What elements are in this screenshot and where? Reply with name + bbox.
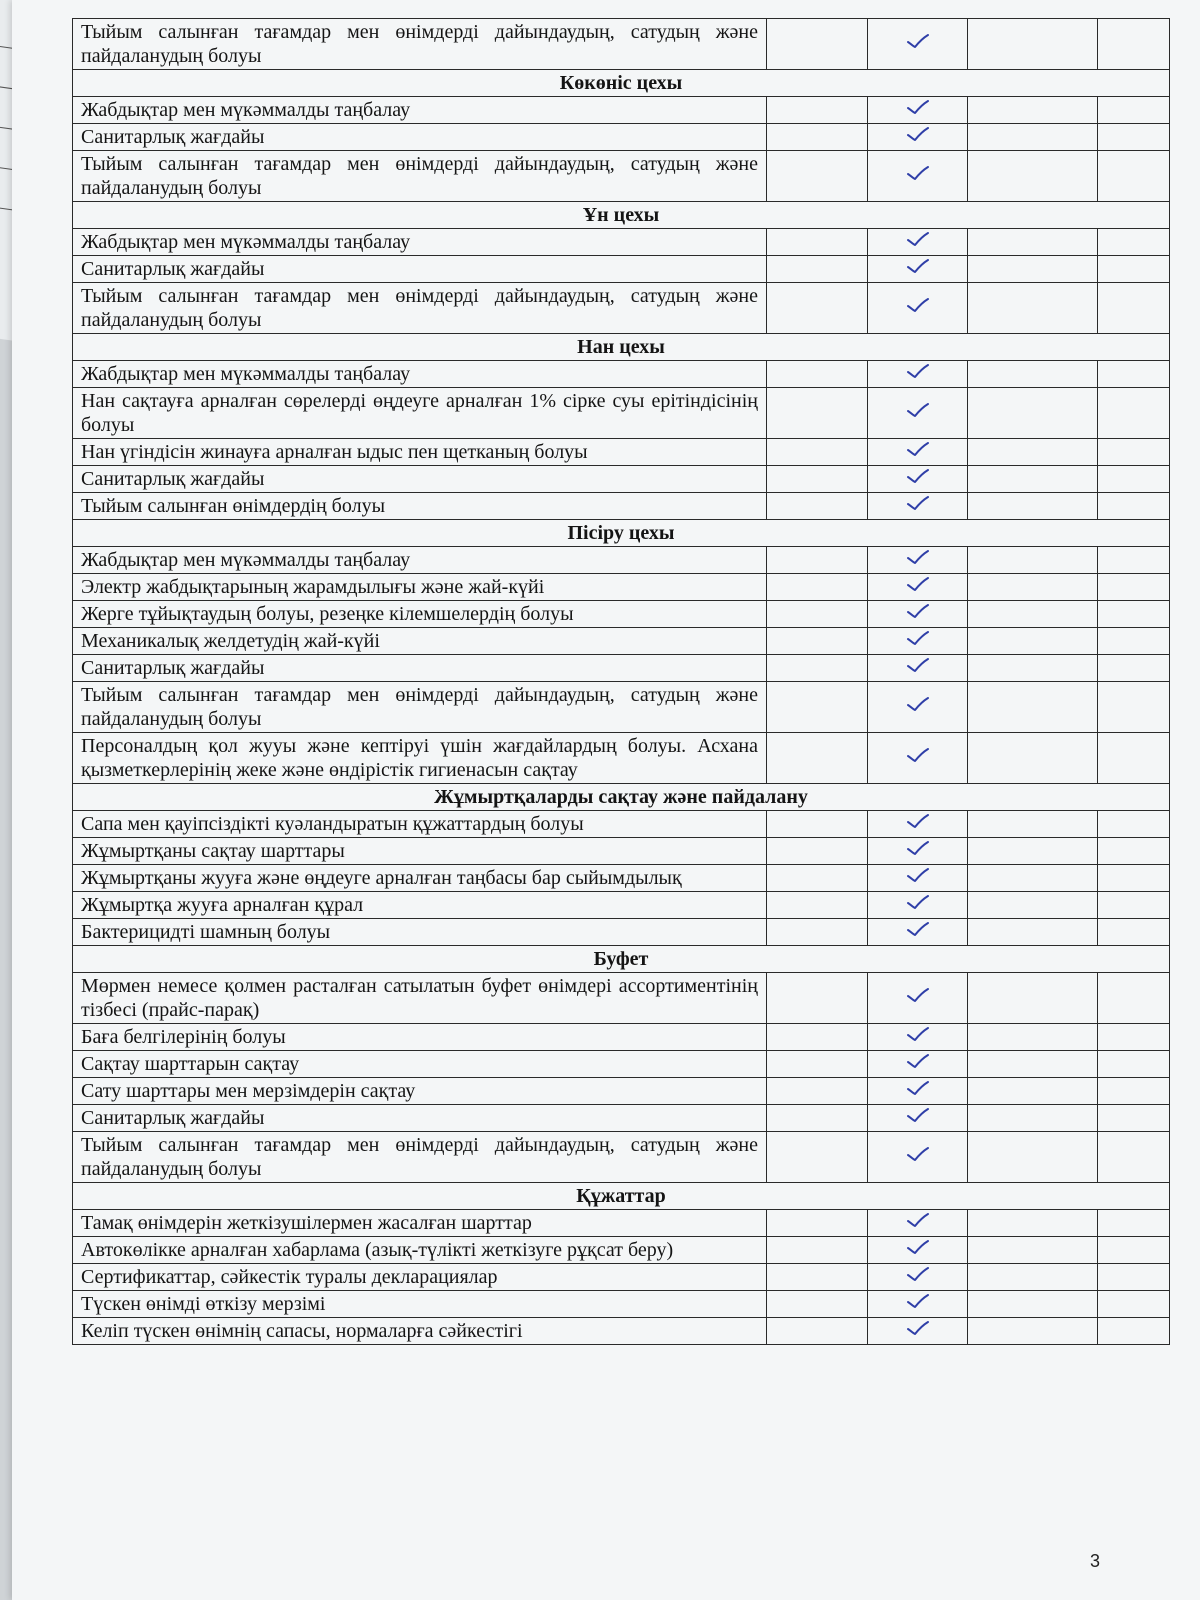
- check-cell-yes: [867, 1291, 968, 1318]
- check-cell-yes: [867, 1078, 968, 1105]
- check-cell-yes: [867, 388, 968, 439]
- table-row: [73, 439, 1170, 466]
- empty-cell: [1097, 919, 1169, 946]
- section-header-row: [73, 202, 1170, 229]
- check-cell-yes: [867, 574, 968, 601]
- empty-cell: [968, 1051, 1097, 1078]
- table-row: [73, 1237, 1170, 1264]
- check-cell-yes: [867, 1264, 968, 1291]
- check-cell-yes: [867, 892, 968, 919]
- empty-cell: [1097, 1105, 1169, 1132]
- empty-cell: [1097, 256, 1169, 283]
- criterion-text: Электр жабдықтарының жарамдылығы және жай-күйі: [73, 574, 767, 601]
- empty-cell: [1097, 574, 1169, 601]
- empty-cell: [767, 865, 868, 892]
- checkmark-icon: [906, 866, 930, 884]
- criterion-text: Санитарлық жағдайы: [73, 1105, 767, 1132]
- empty-cell: [767, 682, 868, 733]
- checklist-body: [73, 19, 1170, 1345]
- empty-cell: [767, 124, 868, 151]
- empty-cell: [968, 256, 1097, 283]
- empty-cell: [968, 493, 1097, 520]
- empty-cell: [767, 547, 868, 574]
- empty-cell: [1097, 1264, 1169, 1291]
- empty-cell: [1097, 466, 1169, 493]
- check-cell-yes: [867, 973, 968, 1024]
- empty-cell: [767, 439, 868, 466]
- checkmark-icon: [906, 695, 930, 713]
- empty-cell: [767, 151, 868, 202]
- empty-cell: [1097, 97, 1169, 124]
- checkmark-icon: [906, 1319, 930, 1337]
- empty-cell: [1097, 838, 1169, 865]
- empty-cell: [767, 466, 868, 493]
- empty-cell: [767, 1291, 868, 1318]
- criterion-text: Санитарлық жағдайы: [73, 466, 767, 493]
- empty-cell: [1097, 1024, 1169, 1051]
- criterion-text: Санитарлық жағдайы: [73, 655, 767, 682]
- section-title: Құжаттар: [73, 1183, 1170, 1210]
- check-cell-yes: [867, 655, 968, 682]
- empty-cell: [1097, 388, 1169, 439]
- checkmark-icon: [906, 602, 930, 620]
- table-row: [73, 1105, 1170, 1132]
- table-row: [73, 655, 1170, 682]
- empty-cell: [1097, 1051, 1169, 1078]
- checkmark-icon: [906, 494, 930, 512]
- empty-cell: [968, 655, 1097, 682]
- criterion-text: Жерге тұйықтаудың болуы, резеңке кілемшелердің болуы: [73, 601, 767, 628]
- empty-cell: [767, 892, 868, 919]
- checkmark-icon: [906, 257, 930, 275]
- table-row: [73, 1132, 1170, 1183]
- check-cell-yes: [867, 493, 968, 520]
- criterion-text: Сертификаттар, сәйкестік туралы декларациялар: [73, 1264, 767, 1291]
- check-cell-yes: [867, 283, 968, 334]
- table-row: [73, 892, 1170, 919]
- empty-cell: [968, 283, 1097, 334]
- document-page: [12, 0, 1200, 1600]
- check-cell-yes: [867, 97, 968, 124]
- criterion-text: Санитарлық жағдайы: [73, 256, 767, 283]
- table-row: [73, 388, 1170, 439]
- criterion-text: Тыйым салынған тағамдар мен өнімдерді дайындаудың, сатудың және пайдаланудың болуы: [73, 151, 767, 202]
- criterion-text: Баға белгілерінің болуы: [73, 1024, 767, 1051]
- checkmark-icon: [906, 362, 930, 380]
- empty-cell: [968, 388, 1097, 439]
- checkmark-icon: [906, 401, 930, 419]
- empty-cell: [1097, 973, 1169, 1024]
- empty-cell: [767, 229, 868, 256]
- table-row: [73, 19, 1170, 70]
- empty-cell: [1097, 124, 1169, 151]
- table-row: [73, 493, 1170, 520]
- empty-cell: [968, 601, 1097, 628]
- checkmark-icon: [906, 1025, 930, 1043]
- empty-cell: [767, 1024, 868, 1051]
- table-row: [73, 628, 1170, 655]
- empty-cell: [1097, 19, 1169, 70]
- empty-cell: [767, 601, 868, 628]
- table-row: [73, 574, 1170, 601]
- checkmark-icon: [906, 1145, 930, 1163]
- empty-cell: [767, 628, 868, 655]
- check-cell-yes: [867, 838, 968, 865]
- check-cell-yes: [867, 865, 968, 892]
- empty-cell: [968, 1264, 1097, 1291]
- empty-cell: [1097, 1291, 1169, 1318]
- table-row: [73, 733, 1170, 784]
- check-cell-yes: [867, 1105, 968, 1132]
- criterion-text: Жұмыртқа жууға арналған құрал: [73, 892, 767, 919]
- criterion-text: Бактерицидті шамның болуы: [73, 919, 767, 946]
- checkmark-icon: [906, 1292, 930, 1310]
- section-header-row: [73, 946, 1170, 973]
- check-cell-yes: [867, 361, 968, 388]
- check-cell-yes: [867, 256, 968, 283]
- empty-cell: [968, 838, 1097, 865]
- page-number: 3: [1089, 1551, 1100, 1571]
- check-cell-yes: [867, 733, 968, 784]
- empty-cell: [968, 1132, 1097, 1183]
- empty-cell: [1097, 682, 1169, 733]
- section-header-row: [73, 334, 1170, 361]
- empty-cell: [968, 1078, 1097, 1105]
- checkmark-icon: [906, 1211, 930, 1229]
- criterion-text: Персоналдың қол жууы және кептіруі үшін жағдайлардың болуы. Асхана қызметкерлерінің жеке және өндірістік гигиенасын сақтау: [73, 733, 767, 784]
- check-cell-yes: [867, 547, 968, 574]
- check-cell-yes: [867, 811, 968, 838]
- empty-cell: [968, 1291, 1097, 1318]
- empty-cell: [767, 1078, 868, 1105]
- empty-cell: [1097, 1237, 1169, 1264]
- empty-cell: [767, 1318, 868, 1345]
- table-row: [73, 601, 1170, 628]
- section-title: Нан цехы: [73, 334, 1170, 361]
- empty-cell: [1097, 283, 1169, 334]
- empty-cell: [767, 1237, 868, 1264]
- criterion-text: Сақтау шарттарын сақтау: [73, 1051, 767, 1078]
- empty-cell: [767, 256, 868, 283]
- section-title: Буфет: [73, 946, 1170, 973]
- table-row: [73, 1078, 1170, 1105]
- checkmark-icon: [906, 1106, 930, 1124]
- checkmark-icon: [906, 575, 930, 593]
- empty-cell: [1097, 361, 1169, 388]
- table-row: [73, 1291, 1170, 1318]
- checkmark-icon: [906, 920, 930, 938]
- empty-cell: [968, 682, 1097, 733]
- empty-cell: [1097, 1078, 1169, 1105]
- empty-cell: [1097, 493, 1169, 520]
- empty-cell: [1097, 1318, 1169, 1345]
- table-row: [73, 97, 1170, 124]
- criterion-text: Келіп түскен өнімнің сапасы, нормаларға сәйкестігі: [73, 1318, 767, 1345]
- section-title: Пісіру цехы: [73, 520, 1170, 547]
- empty-cell: [968, 466, 1097, 493]
- empty-cell: [767, 973, 868, 1024]
- table-row: [73, 466, 1170, 493]
- checkmark-icon: [906, 98, 930, 116]
- table-row: [73, 682, 1170, 733]
- empty-cell: [1097, 655, 1169, 682]
- empty-cell: [968, 865, 1097, 892]
- empty-cell: [968, 811, 1097, 838]
- criterion-text: Санитарлық жағдайы: [73, 124, 767, 151]
- empty-cell: [767, 574, 868, 601]
- table-row: [73, 1051, 1170, 1078]
- criterion-text: Сату шарттары мен мерзімдерін сақтау: [73, 1078, 767, 1105]
- criterion-text: Жабдықтар мен мүкәммалды таңбалау: [73, 547, 767, 574]
- table-row: [73, 361, 1170, 388]
- empty-cell: [1097, 892, 1169, 919]
- empty-cell: [767, 1051, 868, 1078]
- checkmark-icon: [906, 467, 930, 485]
- empty-cell: [1097, 1132, 1169, 1183]
- checkmark-icon: [906, 839, 930, 857]
- section-header-row: [73, 1183, 1170, 1210]
- empty-cell: [968, 151, 1097, 202]
- table-row: [73, 124, 1170, 151]
- criterion-text: Жұмыртқаны жууға және өңдеуге арналған таңбасы бар сыйымдылық: [73, 865, 767, 892]
- criterion-text: Тыйым салынған өнімдердің болуы: [73, 493, 767, 520]
- table-row: [73, 547, 1170, 574]
- empty-cell: [767, 361, 868, 388]
- check-cell-yes: [867, 151, 968, 202]
- criterion-text: Нан үгіндісін жинауға арналған ыдыс пен щетканың болуы: [73, 439, 767, 466]
- check-cell-yes: [867, 1132, 968, 1183]
- section-header-row: [73, 520, 1170, 547]
- checkmark-icon: [906, 746, 930, 764]
- empty-cell: [968, 1210, 1097, 1237]
- table-row: [73, 1210, 1170, 1237]
- checkmark-icon: [906, 125, 930, 143]
- section-header-row: [73, 70, 1170, 97]
- checkmark-icon: [906, 440, 930, 458]
- checklist-table-wrapper: [72, 18, 1170, 1345]
- check-cell-yes: [867, 628, 968, 655]
- table-row: [73, 1024, 1170, 1051]
- checkmark-icon: [906, 656, 930, 674]
- criterion-text: Жабдықтар мен мүкәммалды таңбалау: [73, 97, 767, 124]
- empty-cell: [1097, 733, 1169, 784]
- empty-cell: [968, 1024, 1097, 1051]
- table-row: [73, 1318, 1170, 1345]
- criterion-text: Тыйым салынған тағамдар мен өнімдерді дайындаудың, сатудың және пайдаланудың болуы: [73, 19, 767, 70]
- table-row: [73, 229, 1170, 256]
- empty-cell: [968, 97, 1097, 124]
- criterion-text: Тыйым салынған тағамдар мен өнімдерді дайындаудың, сатудың және пайдаланудың болуы: [73, 1132, 767, 1183]
- check-cell-yes: [867, 919, 968, 946]
- criterion-text: Тыйым салынған тағамдар мен өнімдерді дайындаудың, сатудың және пайдаланудың болуы: [73, 682, 767, 733]
- table-row: [73, 256, 1170, 283]
- empty-cell: [767, 838, 868, 865]
- check-cell-yes: [867, 229, 968, 256]
- empty-cell: [968, 892, 1097, 919]
- empty-cell: [767, 919, 868, 946]
- criterion-text: Механикалық желдетудің жай-күйі: [73, 628, 767, 655]
- check-cell-yes: [867, 682, 968, 733]
- empty-cell: [968, 919, 1097, 946]
- criterion-text: Жұмыртқаны сақтау шарттары: [73, 838, 767, 865]
- criterion-text: Жабдықтар мен мүкәммалды таңбалау: [73, 361, 767, 388]
- checkmark-icon: [906, 1238, 930, 1256]
- check-cell-yes: [867, 439, 968, 466]
- empty-cell: [767, 19, 868, 70]
- check-cell-yes: [867, 1051, 968, 1078]
- empty-cell: [767, 655, 868, 682]
- empty-cell: [1097, 229, 1169, 256]
- check-cell-yes: [867, 1237, 968, 1264]
- empty-cell: [968, 973, 1097, 1024]
- checkmark-icon: [906, 164, 930, 182]
- empty-cell: [1097, 628, 1169, 655]
- empty-cell: [968, 1318, 1097, 1345]
- table-row: [73, 151, 1170, 202]
- checkmark-icon: [906, 986, 930, 1004]
- empty-cell: [767, 811, 868, 838]
- empty-cell: [968, 361, 1097, 388]
- empty-cell: [1097, 439, 1169, 466]
- empty-cell: [767, 283, 868, 334]
- table-row: [73, 1264, 1170, 1291]
- check-cell-yes: [867, 1318, 968, 1345]
- empty-cell: [968, 547, 1097, 574]
- criterion-text: Тыйым салынған тағамдар мен өнімдерді дайындаудың, сатудың және пайдаланудың болуы: [73, 283, 767, 334]
- empty-cell: [1097, 601, 1169, 628]
- table-row: [73, 865, 1170, 892]
- checkmark-icon: [906, 1079, 930, 1097]
- empty-cell: [968, 628, 1097, 655]
- criterion-text: Нан сақтауға арналған сөрелерді өңдеуге арналған 1% сірке суы ерітіндісінің болуы: [73, 388, 767, 439]
- empty-cell: [1097, 865, 1169, 892]
- check-cell-yes: [867, 466, 968, 493]
- empty-cell: [767, 1264, 868, 1291]
- empty-cell: [968, 1237, 1097, 1264]
- empty-cell: [1097, 811, 1169, 838]
- check-cell-yes: [867, 124, 968, 151]
- section-title: Көкөніс цехы: [73, 70, 1170, 97]
- empty-cell: [767, 493, 868, 520]
- empty-cell: [968, 574, 1097, 601]
- table-row: [73, 283, 1170, 334]
- check-cell-yes: [867, 601, 968, 628]
- table-row: [73, 838, 1170, 865]
- empty-cell: [968, 19, 1097, 70]
- empty-cell: [767, 1105, 868, 1132]
- empty-cell: [968, 439, 1097, 466]
- checklist-table: [72, 18, 1170, 1345]
- checkmark-icon: [906, 893, 930, 911]
- checkmark-icon: [906, 812, 930, 830]
- section-header-row: [73, 784, 1170, 811]
- criterion-text: Автокөлікке арналған хабарлама (азық-түлікті жеткізуге рұқсат беру): [73, 1237, 767, 1264]
- criterion-text: Мөрмен немесе қолмен расталған сатылатын буфет өнімдері ассортиментінің тізбесі (прайс-парақ): [73, 973, 767, 1024]
- criterion-text: Тамақ өнімдерін жеткізушілермен жасалған шарттар: [73, 1210, 767, 1237]
- table-row: [73, 919, 1170, 946]
- checkmark-icon: [906, 32, 930, 50]
- empty-cell: [968, 1105, 1097, 1132]
- empty-cell: [968, 733, 1097, 784]
- checkmark-icon: [906, 629, 930, 647]
- checkmark-icon: [906, 230, 930, 248]
- empty-cell: [1097, 547, 1169, 574]
- table-row: [73, 973, 1170, 1024]
- section-title: Жұмыртқаларды сақтау және пайдалану: [73, 784, 1170, 811]
- check-cell-yes: [867, 1210, 968, 1237]
- empty-cell: [767, 388, 868, 439]
- empty-cell: [767, 733, 868, 784]
- empty-cell: [1097, 1210, 1169, 1237]
- criterion-text: Сапа мен қауіпсіздікті куәландыратын құжаттардың болуы: [73, 811, 767, 838]
- section-title: Ұн цехы: [73, 202, 1170, 229]
- criterion-text: Түскен өнімді өткізу мерзімі: [73, 1291, 767, 1318]
- check-cell-yes: [867, 19, 968, 70]
- empty-cell: [968, 124, 1097, 151]
- checkmark-icon: [906, 548, 930, 566]
- empty-cell: [767, 1132, 868, 1183]
- empty-cell: [767, 1210, 868, 1237]
- empty-cell: [1097, 151, 1169, 202]
- checkmark-icon: [906, 296, 930, 314]
- empty-cell: [968, 229, 1097, 256]
- check-cell-yes: [867, 1024, 968, 1051]
- criterion-text: Жабдықтар мен мүкәммалды таңбалау: [73, 229, 767, 256]
- table-row: [73, 811, 1170, 838]
- checkmark-icon: [906, 1052, 930, 1070]
- empty-cell: [767, 97, 868, 124]
- checkmark-icon: [906, 1265, 930, 1283]
